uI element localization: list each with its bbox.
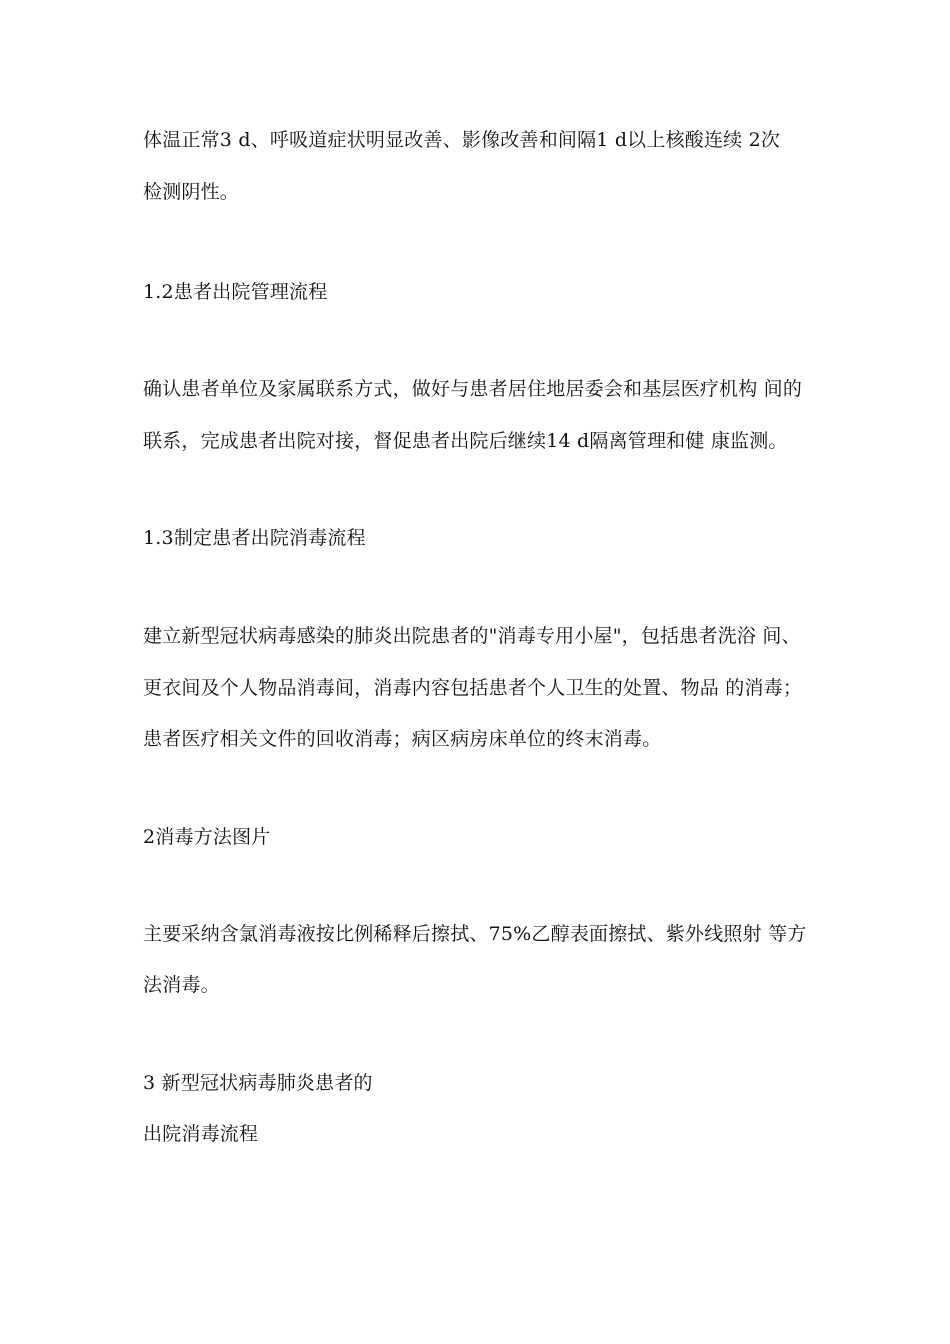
paragraph-discharge-criteria-line-2: 检测阴性。 <box>143 181 240 203</box>
paragraph-disinfection-methods-line-2: 法消毒。 <box>143 974 220 996</box>
section-heading-3-line-2: 出院消毒流程 <box>143 1123 259 1145</box>
paragraph-disinfection-room-line-3: 患者医疗相关文件的回收消毒；病区病房床单位的终末消毒。 <box>143 728 662 750</box>
paragraph-disinfection-room-line-1: 建立新型冠状病毒感染的肺炎出院患者的"消毒专用小屋"，包括患者洗浴 间、 <box>143 625 801 647</box>
paragraph-discharge-management-line-1: 确认患者单位及家属联系方式，做好与患者居住地居委会和基层医疗机构 间的 <box>143 378 803 400</box>
paragraph-disinfection-methods-line-1: 主要采纳含氯消毒液按比例稀释后擦拭、75%乙醇表面擦拭、紫外线照射 等方 <box>143 923 807 945</box>
section-heading-2: 2消毒方法图片 <box>143 826 271 848</box>
paragraph-discharge-management-line-2: 联系，完成患者出院对接，督促患者出院后继续14 d隔离管理和健 康监测。 <box>143 430 788 452</box>
section-heading-1-3: 1.3制定患者出院消毒流程 <box>143 527 366 549</box>
section-heading-1-2: 1.2患者出院管理流程 <box>143 281 328 303</box>
section-heading-3-line-1: 3 新型冠状病毒肺炎患者的 <box>143 1072 373 1094</box>
paragraph-discharge-criteria-line-1: 体温正常3 d、呼吸道症状明显改善、影像改善和间隔1 d以上核酸连续 2次 <box>143 129 781 151</box>
paragraph-disinfection-room-line-2: 更衣间及个人物品消毒间，消毒内容包括患者个人卫生的处置、物品 的消毒； <box>143 677 803 699</box>
